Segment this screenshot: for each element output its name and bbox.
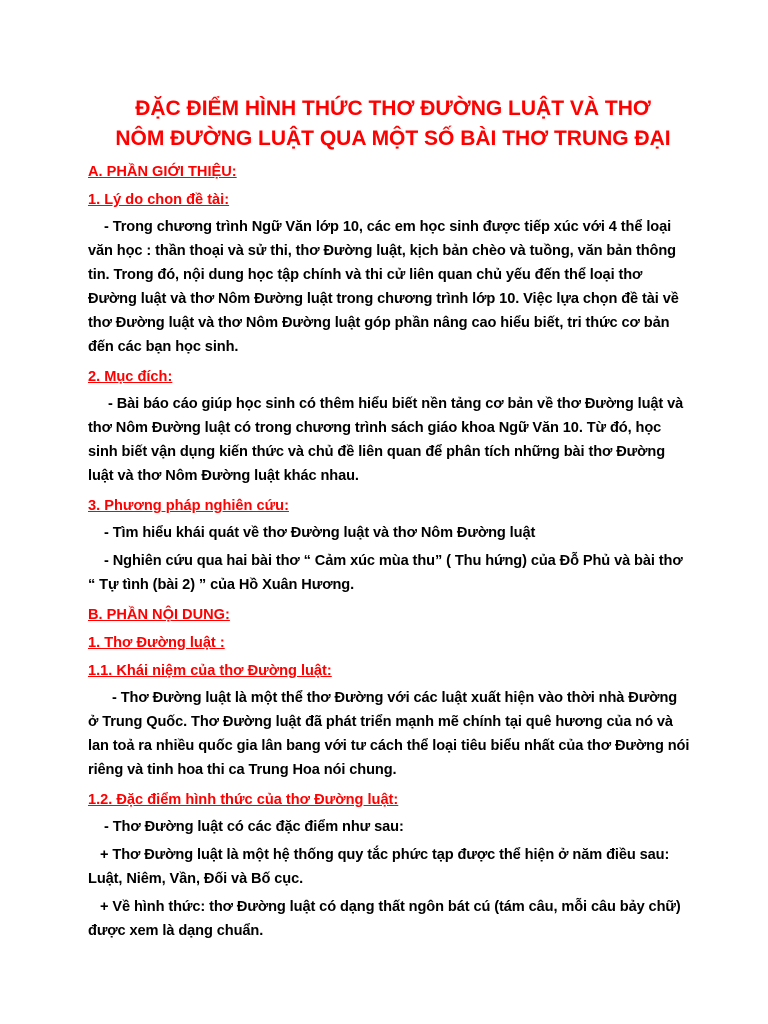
heading-concept: 1.1. Khái niệm của thơ Đường luật: bbox=[88, 663, 332, 679]
document-title bbox=[88, 94, 690, 154]
paragraph-concept: - Thơ Đường luật là một thể thơ Đường với các luật xuất hiện vào thời nhà Đường ở Trung Quốc. Thơ Đường luật đã phát triển mạnh mẽ chính tại quê hương của nó và lan toả ra nhiều quốc gia lân bang với tư cách thể loại tiêu biểu nhất của thơ Đường nói riêng và tinh hoa thi ca Trung Hoa nói chung. bbox=[88, 690, 690, 778]
heading-features: 1.2. Đặc điểm hình thức của thơ Đường luật: bbox=[88, 792, 399, 808]
title-line-1: ĐẶC ĐIỂM HÌNH THỨC THƠ ĐƯỜNG LUẬT VÀ THƠ bbox=[135, 97, 651, 120]
section-a-heading: A. PHẦN GIỚI THIỆU: bbox=[88, 164, 237, 180]
heading-purpose: 2. Mục đích: bbox=[88, 369, 173, 385]
paragraph-purpose: - Bài báo cáo giúp học sinh có thêm hiểu biết nền tảng cơ bản về thơ Đường luật và thơ Nôm Đường luật có trong chương trình sách giáo khoa Ngữ Văn 10. Từ đó, học sinh biết vận dụng kiến thức và chủ đề liên quan để phân tích những bài thơ Đường luật và thơ Nôm Đường luật khác nhau. bbox=[88, 396, 684, 484]
paragraph-method-1: - Tìm hiểu khái quát về thơ Đường luật và thơ Nôm Đường luật bbox=[104, 525, 536, 541]
section-b-heading: B. PHẦN NỘI DUNG: bbox=[88, 607, 230, 623]
paragraph-features-2: + Thơ Đường luật là một hệ thống quy tắc phức tạp được thể hiện ở năm điều sau: Luật, Niêm, Vần, Đối và Bố cục. bbox=[88, 847, 670, 887]
title-line-2: NÔM ĐƯỜNG LUẬT QUA MỘT SỐ BÀI THƠ TRUNG ĐẠI bbox=[115, 127, 671, 150]
paragraph-features-1: - Thơ Đường luật có các đặc điểm như sau: bbox=[104, 819, 404, 835]
paragraph-reason: - Trong chương trình Ngữ Văn lớp 10, các em học sinh được tiếp xúc với 4 thể loại văn học : thần thoại và sử thi, thơ Đường luật, kịch bản chèo và tuồng, văn bản thông tin. Trong đó, nội dung học tập chính và thi cử liên quan chủ yếu đến thể loại thơ Đường luật và thơ Nôm Đường luật trong chương trình lớp 10. Việc lựa chọn đề tài về thơ Đường luật và thơ Nôm Đường luật góp phần nâng cao hiểu biết, tri thức cơ bản đến các bạn học sinh. bbox=[88, 219, 679, 355]
heading-reason: 1. Lý do chon đề tài: bbox=[88, 192, 230, 208]
heading-duong-luat: 1. Thơ Đường luật : bbox=[88, 635, 225, 651]
paragraph-features-3: + Về hình thức: thơ Đường luật có dạng thất ngôn bát cú (tám câu, mỗi câu bảy chữ) được xem là dạng chuẩn. bbox=[88, 899, 681, 939]
paragraph-method-2: - Nghiên cứu qua hai bài thơ “ Cảm xúc mùa thu” ( Thu hứng) của Đỗ Phủ và bài thơ “ Tự tình (bài 2) ” của Hồ Xuân Hương. bbox=[88, 553, 683, 593]
heading-method: 3. Phương pháp nghiên cứu: bbox=[88, 498, 289, 514]
